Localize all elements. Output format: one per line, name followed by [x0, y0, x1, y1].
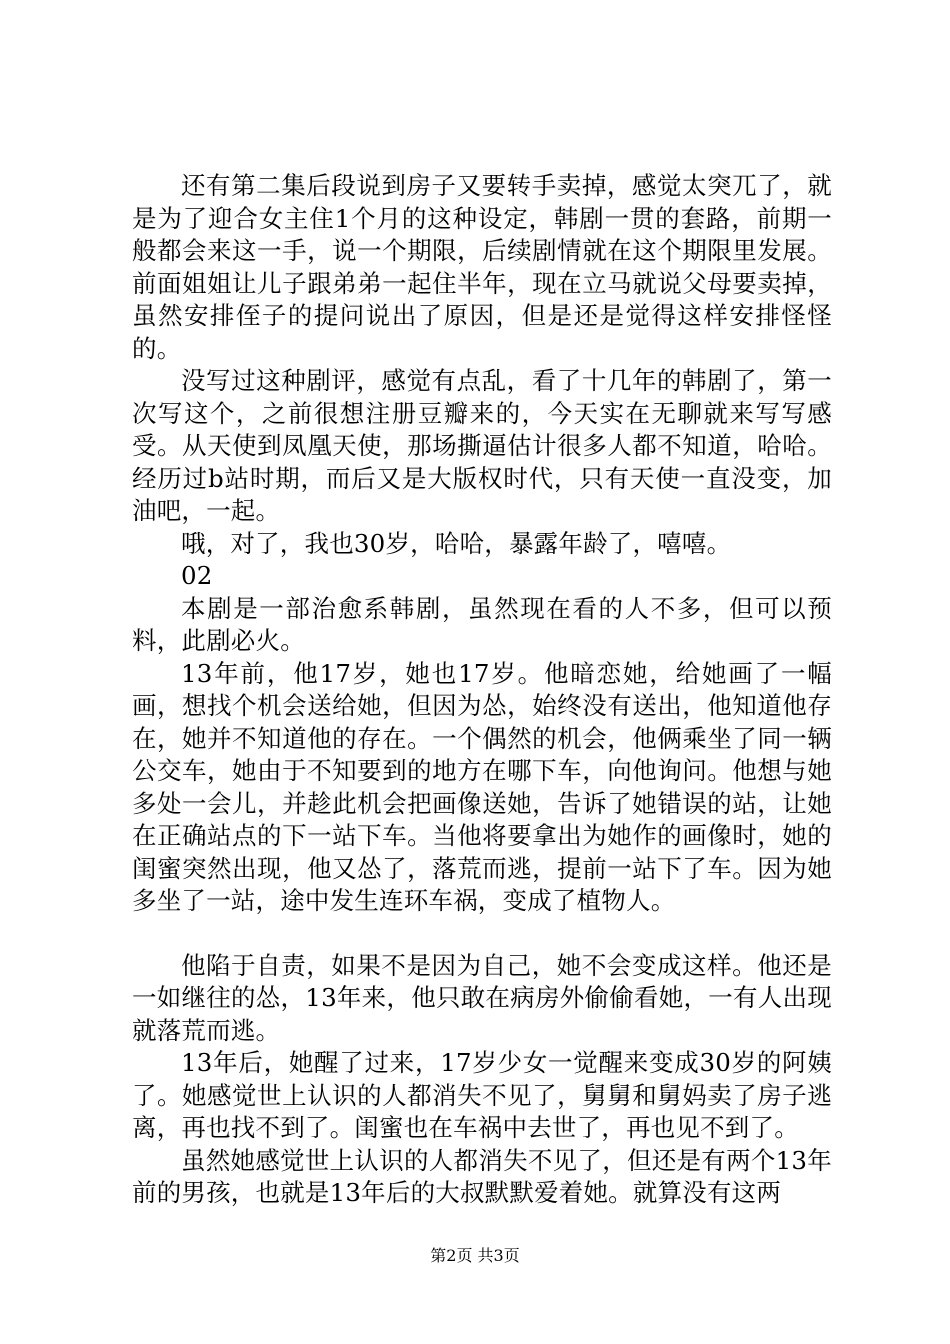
- paragraph-house-sale: 还有第二集后段说到房子又要转手卖掉，感觉太突兀了，就是为了迎合女主住1个月的这种设定，韩剧一贯的套路，前期一般都会来这一手，说一个期限，后续剧情就在这个期限里发展。前面姐姐让儿子跟弟弟一起住半年，现在立马就说父母要卖掉，虽然安排侄子的提问说出了原因，但是还是觉得这样安排怪怪的。: [132, 171, 832, 363]
- section-number: 02: [181, 561, 213, 590]
- page-footer: 第2页 共3页: [430, 1246, 520, 1265]
- paragraph-guilt: 他陷于自责，如果不是因为自己，她不会变成这样。他还是一如继往的怂，13年来，他只敢在病房外偷偷看她，一有人出现就落荒而逃。: [132, 950, 832, 1045]
- document-body: [132, 170, 832, 1210]
- paragraph-awakening: 13年后，她醒了过来，17岁少女一觉醒来变成30岁的阿姨了。她感觉世上认识的人都消失不见了，舅舅和舅妈卖了房子逃离，再也找不到了。闺蜜也在车祸中去世了，再也见不到了。: [132, 1048, 832, 1142]
- paragraph-two-boys: 虽然她感觉世上认识的人都消失不见了，但还是有两个13年前的男孩，也就是13年后的大叔默默爱着她。就算没有这两: [132, 1145, 832, 1207]
- paragraph-intro: 本剧是一部治愈系韩剧，虽然现在看的人不多，但可以预料，此剧必火。: [132, 593, 832, 655]
- paragraph-review-note: 没写过这种剧评，感觉有点乱，看了十几年的韩剧了，第一次写这个，之前很想注册豆瓣来的，今天实在无聊就来写写感受。从天使到凤凰天使，那场撕逼估计很多人都不知道，哈哈。经历过b站时期，而后又是大版权时代，只有天使一直没变，加油吧，一起。: [132, 366, 832, 525]
- paragraph-backstory: 13年前，他17岁，她也17岁。他暗恋她，给她画了一幅画，想找个机会送给她，但因为怂，始终没有送出，他知道他存在，她并不知道他的存在。一个偶然的机会，他俩乘坐了同一辆公交车，她由于不知要到的地方在哪下车，向他询问。他想与她多处一会儿，并趁此机会把画像送她，告诉了她错误的站，让她在正确站点的下一站下车。当他将要拿出为她作的画像时，她的闺蜜突然出现，他又怂了，落荒而逃，提前一站下了车。因为她多坐了一站，途中发生连环车祸，变成了植物人。: [132, 658, 832, 915]
- paragraph-age-remark: 哦，对了，我也30岁，哈哈，暴露年龄了，嘻嘻。: [181, 528, 732, 558]
